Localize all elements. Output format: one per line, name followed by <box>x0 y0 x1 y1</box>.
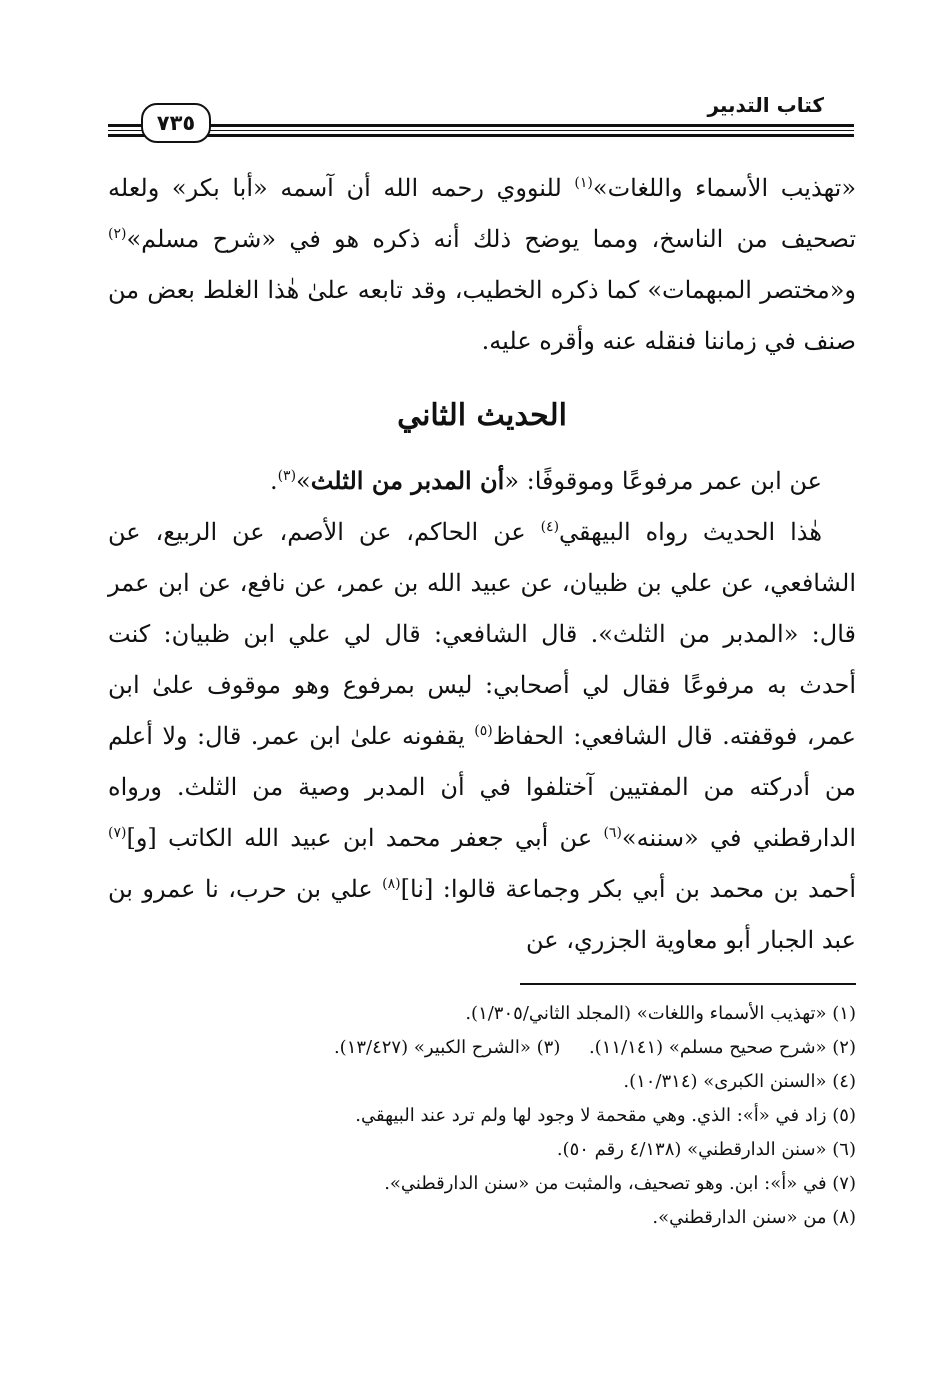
footnote-ref: (٢) <box>108 226 127 242</box>
footnote-ref: (٥) <box>474 723 493 739</box>
footnote: (٧) في «أ»: ابن. وهو تصحيف، والمثبت من «سنن الدارقطني». <box>384 1173 856 1194</box>
text-run: «تهذيب الأسماء واللغات» <box>592 174 856 202</box>
section-heading: الحديث الثاني <box>397 398 567 433</box>
footnote: (٤) «السنن الكبرى» (١٠/٣١٤). <box>623 1071 856 1092</box>
footnote: (٦) «سنن الدارقطني» (٤/١٣٨ رقم ٥٠). <box>556 1139 856 1160</box>
footnote: (٢) «شرح صحيح مسلم» (١١/١٤١). (٣) «الشرح الكبير» (١٣/٤٢٧). <box>333 1037 856 1058</box>
footnote: (١) «تهذيب الأسماء واللغات» (المجلد الثاني/١/٣٠٥). <box>465 1003 856 1024</box>
header-rule <box>108 134 854 137</box>
footnote-ref: (٨) <box>382 876 401 892</box>
text-run: أحمد بن محمد بن أبي بكر وجماعة قالوا: [نا] <box>400 875 856 903</box>
footnote: (٨) من «سنن الدارقطني». <box>652 1207 856 1228</box>
footnote-ref: (٣) <box>277 468 297 484</box>
footnote-separator <box>520 983 856 985</box>
text-run: . <box>269 467 278 495</box>
text-run: » <box>296 467 311 495</box>
hadith-text: أن المدبر من الثلث <box>310 466 505 495</box>
footnote-ref: (٤) <box>540 519 560 535</box>
text-run: للنووي رحمه الله أن آسمه «أبا بكر» ولعله تصحيف من الناسخ، ومما يوضح ذلك أنه ذكره هو في «شرح مسلم» <box>108 174 856 253</box>
header-rule <box>108 130 854 131</box>
footnote-ref: (٦) <box>603 825 622 841</box>
header-rule <box>108 124 854 127</box>
text-run: و«مختصر المبهمات» كما ذكره الخطيب، وقد تابعه علىٰ هٰذا الغلط بعض من صنف في زماننا فنقله عنه وأقره عليه. <box>108 276 856 355</box>
footnote: (٥) زاد في «أ»: الذي. وهي مقحمة لا وجود لها ولم ترد عند البيهقي. <box>355 1105 856 1126</box>
footnotes <box>108 997 856 1235</box>
text-run: هٰذا الحديث رواه البيهقي <box>559 518 822 546</box>
text-run: عن أبي جعفر محمد ابن عبيد الله الكاتب [و] <box>126 824 604 852</box>
text-run: عن الحاكم، عن الأصم، عن الربيع، عن الشافعي، عن علي بن ظبيان، عن عبيد الله بن عمر، عن نافع، عن ابن عمر قال: «المدبر من الثلث». قال الشافعي: قال لي علي ابن ظبيان: كنت أحدث به مرفوعًا فقال لي أصحابي: ليس بمرفوع وهو موقوف علىٰ ابن عمر، فوقفته. قال الشافعي: الحفاظ <box>108 518 856 750</box>
text-run: يقفونه علىٰ ابن عمر. قال: ولا أعلم من أدركته من المفتيين آختلفوا في أن المدبر وصية من الثلث. ورواه الدارقطني في «سننه» <box>108 722 857 852</box>
paragraph-continuation <box>108 163 856 367</box>
text-run: علي بن حرب، نا عمرو بن عبد الجبار أبو معاوية الجزري، عن <box>108 875 856 954</box>
hadith-statement <box>108 455 856 507</box>
text-run: عن ابن عمر مرفوعًا وموقوفًا: « <box>504 467 822 495</box>
running-title: كتاب التدبير <box>707 93 824 117</box>
footnote-ref: (١) <box>574 175 593 191</box>
commentary-paragraph <box>108 507 856 966</box>
main-body <box>108 455 856 966</box>
footnote-ref: (٧) <box>108 825 127 841</box>
page-number: ٧٣٥ <box>141 103 211 143</box>
